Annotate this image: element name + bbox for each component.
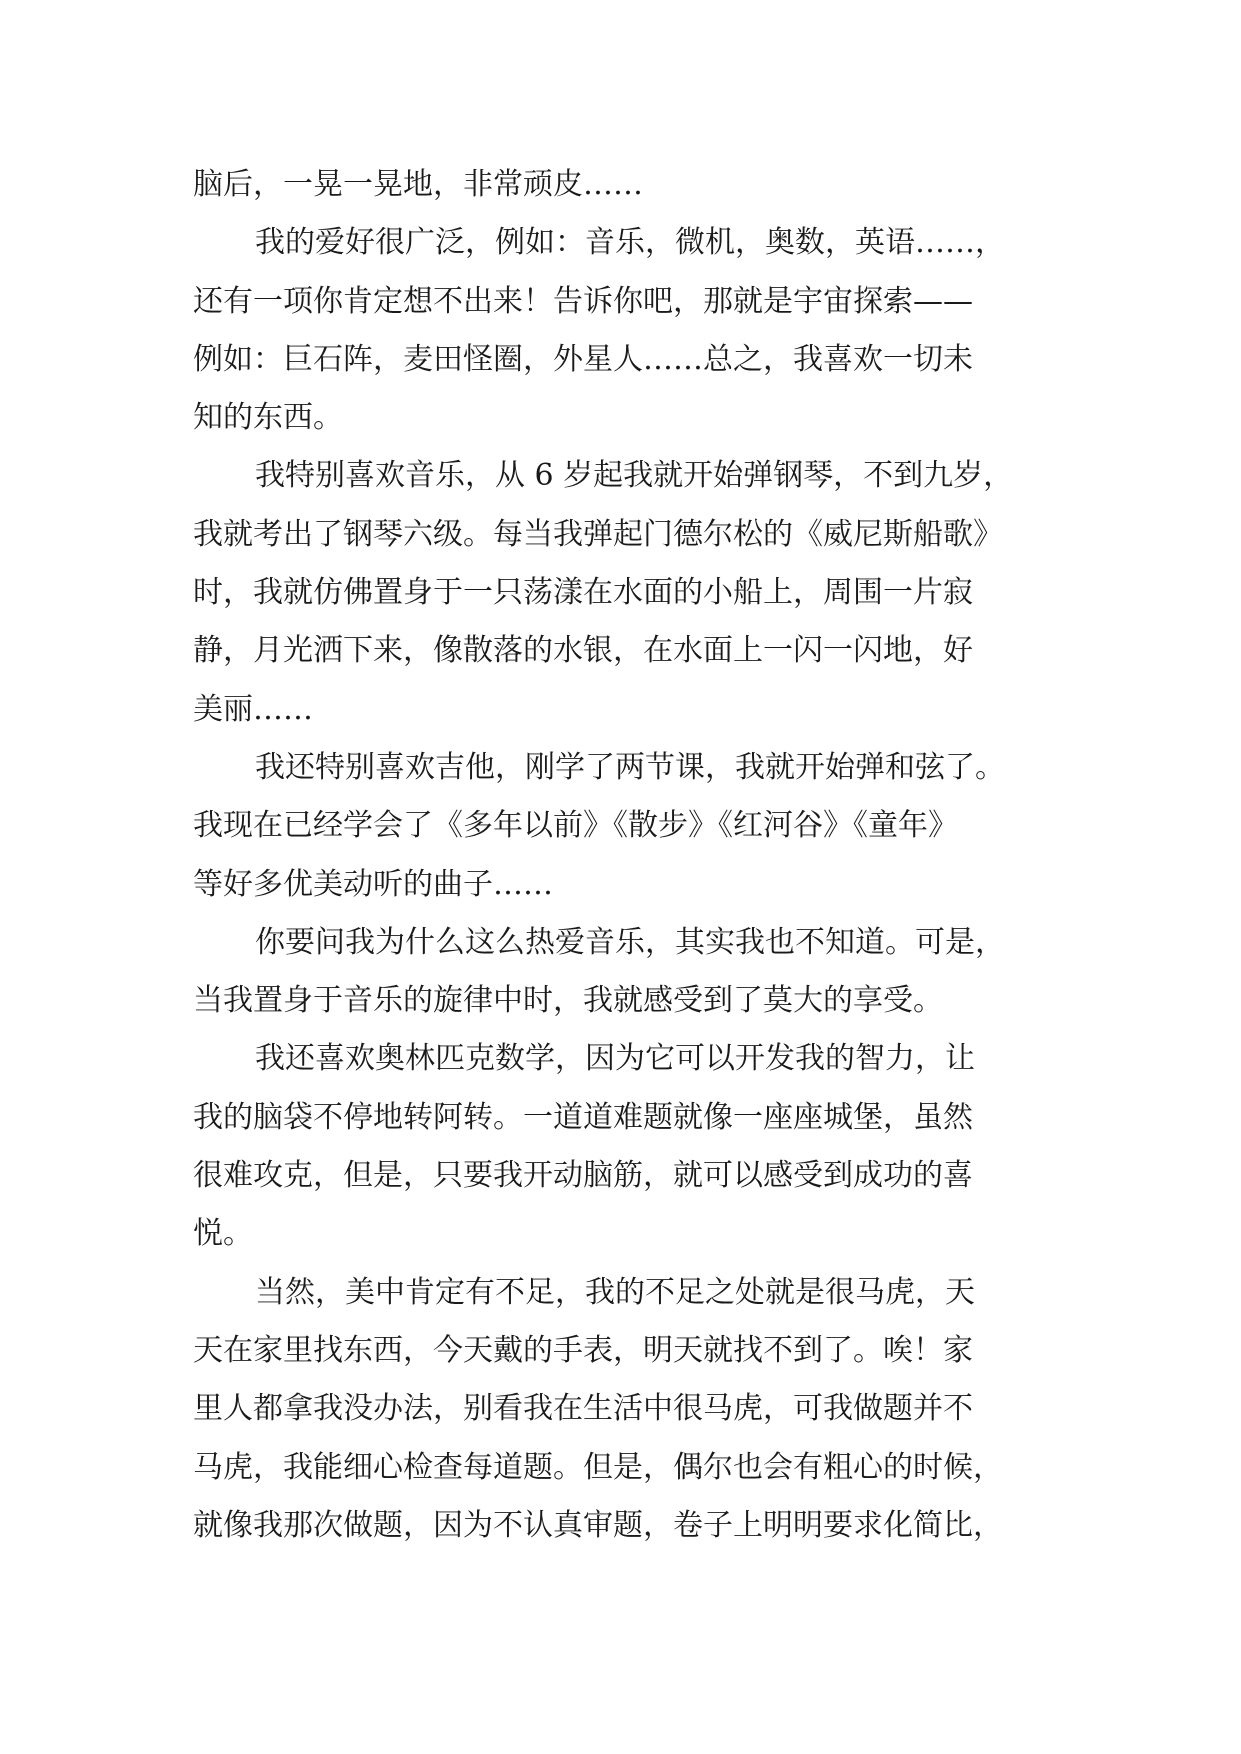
text-line: 时，我就仿佛置身于一只荡漾在水面的小船上，周围一片寂 [193, 575, 973, 611]
text-line: 美丽…… [193, 691, 313, 727]
text-line: 我还喜欢奥林匹克数学，因为它可以开发我的智力，让 [255, 1041, 975, 1077]
text-line: 我的脑袋不停地转阿转。一道道难题就像一座座城堡，虽然 [193, 1099, 973, 1135]
text-line: 静，月光洒下来，像散落的水银，在水面上一闪一闪地，好 [193, 633, 973, 669]
text-line: 等好多优美动听的曲子…… [193, 866, 553, 902]
essay-text [193, 156, 1063, 1555]
text-line: 我的爱好很广泛，例如：音乐，微机，奥数，英语……， [255, 225, 1005, 261]
text-line: 知的东西。 [193, 400, 343, 436]
text-line: 还有一项你肯定想不出来！告诉你吧，那就是宇宙探索—— [193, 283, 973, 319]
text-line: 我现在已经学会了《多年以前》《散步》《红河谷》《童年》 [193, 808, 958, 844]
text-line: 脑后，一晃一晃地，非常顽皮…… [193, 167, 643, 202]
text-line: 很难攻克，但是，只要我开动脑筋，就可以感受到成功的喜 [193, 1158, 973, 1194]
text-line: 里人都拿我没办法，别看我在生活中很马虎，可我做题并不 [193, 1391, 973, 1427]
text-line: 就像我那次做题，因为不认真审题，卷子上明明要求化简比， [193, 1507, 1003, 1543]
text-line: 我还特别喜欢吉他，刚学了两节课，我就开始弹和弦了。 [255, 749, 1005, 785]
text-line: 例如：巨石阵，麦田怪圈，外星人……总之，我喜欢一切未 [193, 341, 973, 377]
text-line: 悦。 [193, 1216, 253, 1252]
text-line: 马虎，我能细心检查每道题。但是，偶尔也会有粗心的时候， [193, 1449, 1003, 1485]
text-line: 天在家里找东西，今天戴的手表，明天就找不到了。唉！家 [193, 1332, 973, 1368]
text-line: 当然，美中肯定有不足，我的不足之处就是很马虎，天 [255, 1274, 975, 1310]
text-line: 你要问我为什么这么热爱音乐，其实我也不知道。可是， [255, 924, 1005, 960]
text-line: 我就考出了钢琴六级。每当我弹起门德尔松的《威尼斯船歌》 [193, 516, 1003, 552]
text-line: 我特别喜欢音乐，从 6 岁起我就开始弹钢琴，不到九岁， [255, 458, 1014, 494]
text-line: 当我置身于音乐的旋律中时，我就感受到了莫大的享受。 [193, 983, 943, 1019]
